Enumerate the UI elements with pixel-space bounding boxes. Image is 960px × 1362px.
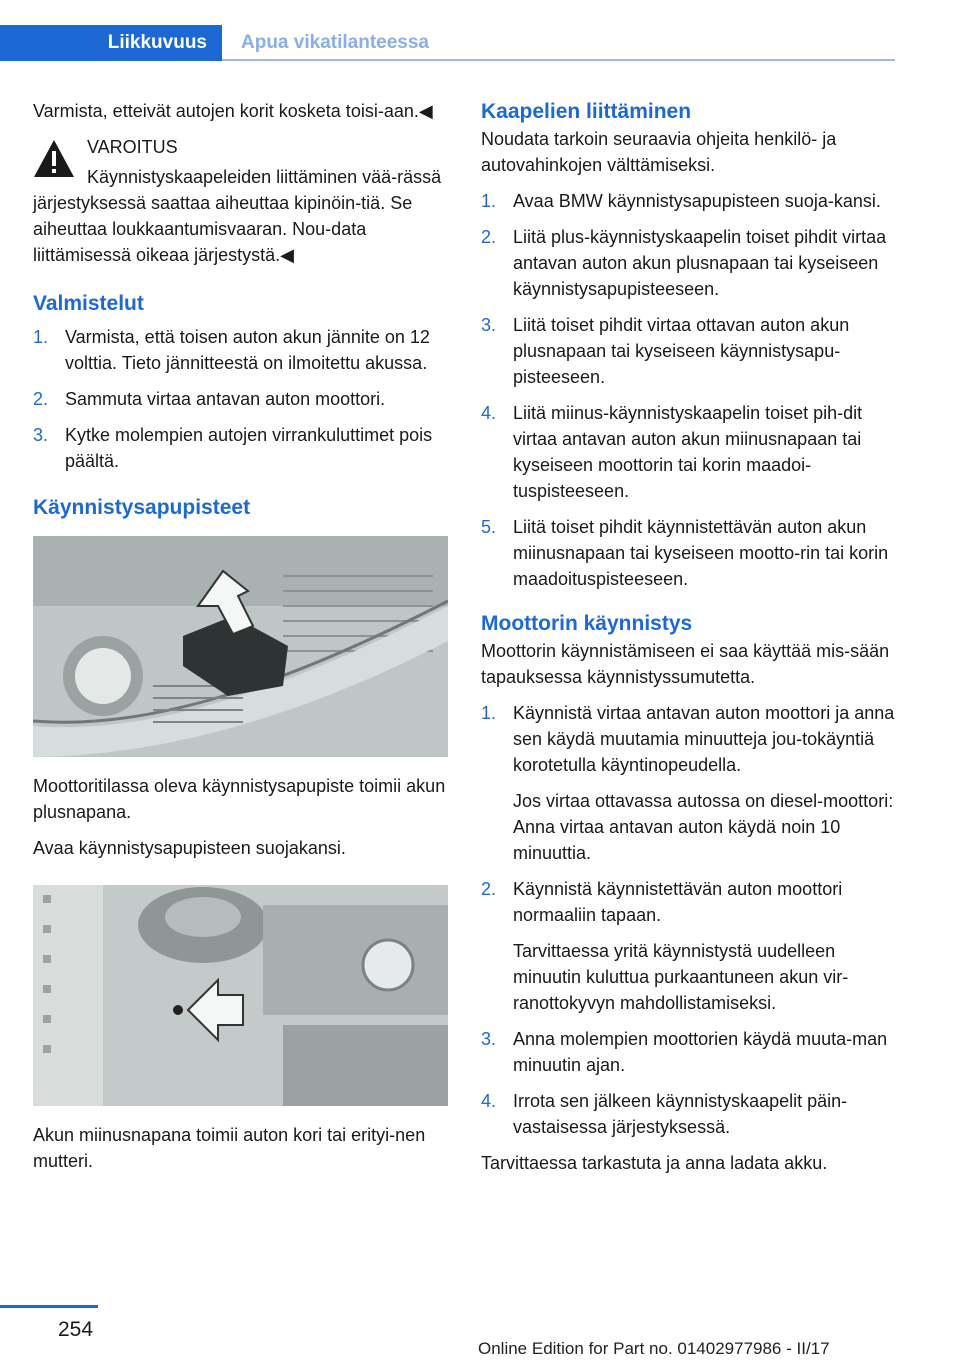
list-item: 1. Varmista, että toisen auton akun jännite on 12 volttia. Tieto jännitteestä on ilmoitettu akussa. bbox=[33, 327, 430, 373]
list-item: 2. Sammuta virtaa antavan auton moottori. bbox=[33, 389, 386, 409]
warning-box bbox=[33, 134, 448, 268]
start-intro: Moottorin käynnistämiseen ei saa käyttää mis‐sään tapauksessa käynnistyssumutetta. bbox=[481, 641, 890, 687]
closing-text: Tarvittaessa tarkastuta ja anna ladata akku. bbox=[481, 1153, 828, 1173]
list-item: 4. Irrota sen jälkeen käynnistyskaapelit päin‐vastaisessa järjestyksessä. bbox=[481, 1091, 848, 1137]
list-item: 2. Käynnistä käynnistettävän auton moottori normaaliin tapaan. Tarvittaessa yritä käynnistystä uudelleen minuutin kuluttua purkaantuneen akun vir‐ranottokyvyn mahdollistamiseksi. bbox=[481, 876, 895, 1016]
list-item-note: Tarvittaessa yritä käynnistystä uudelleen minuutin kuluttua purkaantuneen akun vir‐ranottokyvyn mahdollistamiseksi. bbox=[513, 941, 849, 1013]
list-item: 2. Liitä plus-käynnistyskaapelin toiset pihdit virtaa antavan auton akun plusnapaan tai kyseiseen käynnistysapupisteeseen. bbox=[481, 227, 887, 299]
list-item: 3. Liitä toiset pihdit virtaa ottavan auton akun plusnapaan tai kyseiseen käynnistysapu‐pisteeseen. bbox=[481, 315, 850, 387]
connect-steps-list bbox=[481, 188, 895, 592]
section-tab-liikkuvuus[interactable]: Liikkuvuus bbox=[0, 25, 222, 61]
list-item: 4. Liitä miinus-käynnistyskaapelin toiset pih‐dit virtaa antavan auton akun miinusnapaan tai kyseiseen moottorin tai korin maadoi‐tuspisteeseen. bbox=[481, 403, 863, 501]
caption-plus-terminal: Moottoritilassa oleva käynnistysapupiste toimii akun plusnapana. bbox=[33, 776, 446, 822]
list-item: 5. Liitä toiset pihdit käynnistettävän auton akun miinusnapaan tai kyseiseen mootto‐rin tai korin maadoituspisteeseen. bbox=[481, 517, 889, 589]
caption-minus-terminal: Akun miinusnapana toimii auton kori tai erityi‐nen mutteri. bbox=[33, 1125, 426, 1171]
footer-rule bbox=[0, 1305, 98, 1308]
list-item: 3. Anna molempien moottorien käydä muuta‐man minuutin ajan. bbox=[481, 1029, 888, 1075]
left-column bbox=[33, 98, 448, 1174]
engine-bay-photo-ground-point bbox=[33, 885, 448, 1106]
warning-triangle-icon bbox=[33, 138, 75, 180]
start-steps-list bbox=[481, 700, 895, 1140]
warning-text: Käynnistyskaapeleiden liittäminen vää‐rässä järjestyksessä saattaa aiheuttaa kipinöin‐tiä. Se aiheuttaa loukkaantumisvaaran. Nou‐data liittämisessä oikeaa järjestystä.◀ bbox=[33, 167, 442, 265]
prep-steps-list bbox=[33, 324, 448, 474]
list-item: 3. Kytke molempien autojen virrankuluttimet pois päältä. bbox=[33, 425, 433, 471]
list-item-note: Jos virtaa ottavassa autossa on diesel‐moottori: Anna virtaa antavan auton käydä noin 10 minuuttia. bbox=[513, 791, 894, 863]
heading-kaapelien-liittaminen: Kaapelien liittäminen bbox=[481, 100, 692, 123]
page-header bbox=[0, 0, 895, 62]
list-item: 1. Avaa BMW käynnistysapupisteen suoja‐kansi. bbox=[481, 191, 881, 211]
list-item: 1. Käynnistä virtaa antavan auton moottori ja anna sen käydä muutamia minuutteja jou‐tokäyntiä korotetulla käyntinopeudella. Jos virtaa ottavassa autossa on diesel‐moottori: Anna virtaa antavan auton käydä noin 10 minuuttia. bbox=[481, 700, 895, 866]
engine-bay-photo-jump-start-point bbox=[33, 536, 448, 757]
heading-kaynnistysapupisteet: Käynnistysapupisteet bbox=[33, 496, 251, 519]
section-tab-apua-vikatilanteessa[interactable]: Apua vikatilanteessa bbox=[241, 32, 429, 53]
header-divider bbox=[222, 59, 895, 61]
heading-moottorin-kaynnistys: Moottorin käynnistys bbox=[481, 612, 693, 635]
heading-valmistelut: Valmistelut bbox=[33, 292, 144, 315]
page-number: 254 bbox=[58, 1318, 94, 1341]
caption-open-cover: Avaa käynnistysapupisteen suojakansi. bbox=[33, 838, 346, 858]
connect-intro: Noudata tarkoin seuraavia ohjeita henkilö- ja autovahinkojen välttämiseksi. bbox=[481, 129, 837, 175]
right-column bbox=[481, 98, 895, 1176]
intro-text: Varmista, etteivät autojen korit kosketa toisi‐aan.◀ bbox=[33, 101, 433, 121]
edition-note: Online Edition for Part no. 01402977986 - II/17 bbox=[478, 1339, 830, 1358]
warning-title: VAROITUS bbox=[87, 137, 178, 157]
